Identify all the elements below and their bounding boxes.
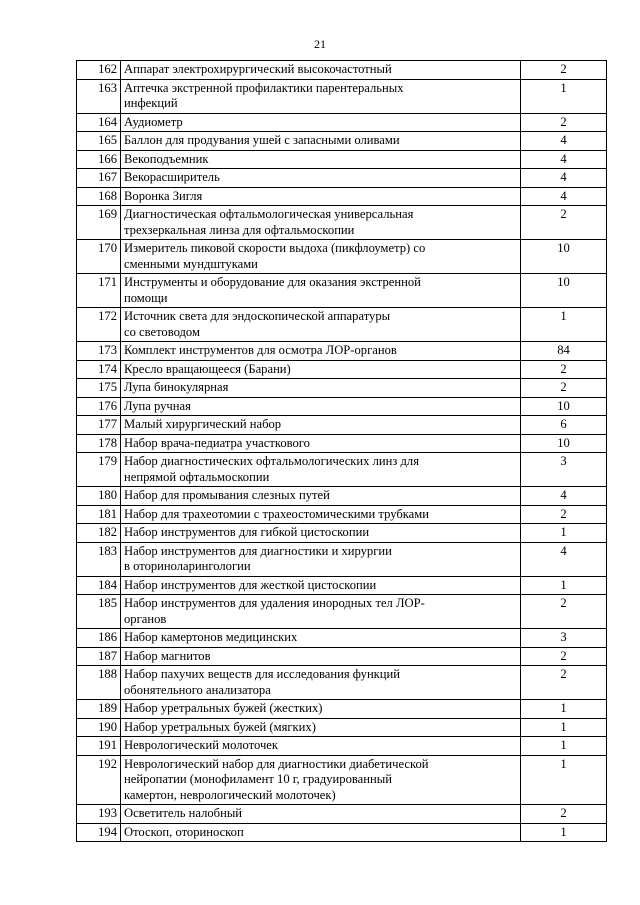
row-number-cell: 194 (77, 823, 121, 842)
quantity-cell: 10 (521, 240, 607, 274)
item-name-cell: Набор камертонов медицинских (121, 629, 521, 648)
table-row (77, 755, 607, 805)
quantity-cell: 1 (521, 576, 607, 595)
quantity-cell: 2 (521, 666, 607, 700)
row-number-cell: 163 (77, 79, 121, 113)
table-row (77, 576, 607, 595)
quantity-cell: 1 (521, 718, 607, 737)
row-number-cell: 189 (77, 700, 121, 719)
quantity-cell: 2 (521, 505, 607, 524)
table-row (77, 542, 607, 576)
row-number-cell: 167 (77, 169, 121, 188)
quantity-cell: 1 (521, 79, 607, 113)
row-number-cell: 188 (77, 666, 121, 700)
quantity-cell: 2 (521, 595, 607, 629)
table-row (77, 524, 607, 543)
item-name-cell: Источник света для эндоскопической аппаратуры со световодом (121, 308, 521, 342)
quantity-cell: 2 (521, 805, 607, 824)
item-name-cell: Диагностическая офтальмологическая универсальная трехзеркальная линза для офтальмоскопии (121, 206, 521, 240)
row-number-cell: 171 (77, 274, 121, 308)
item-name-cell: Неврологический набор для диагностики диабетической нейропатии (монофиламент 10 г, градуированный камертон, неврологический молоточек) (121, 755, 521, 805)
row-number-cell: 191 (77, 737, 121, 756)
item-name-cell: Лупа ручная (121, 397, 521, 416)
equipment-table-body (77, 61, 607, 842)
table-row (77, 397, 607, 416)
row-number-cell: 169 (77, 206, 121, 240)
quantity-cell: 4 (521, 542, 607, 576)
item-name-cell: Малый хирургический набор (121, 416, 521, 435)
item-name-cell: Кресло вращающееся (Барани) (121, 360, 521, 379)
row-number-cell: 164 (77, 113, 121, 132)
row-number-cell: 187 (77, 647, 121, 666)
quantity-cell: 4 (521, 487, 607, 506)
item-name-cell: Набор инструментов для гибкой цистоскопии (121, 524, 521, 543)
row-number-cell: 176 (77, 397, 121, 416)
quantity-cell: 1 (521, 737, 607, 756)
table-row (77, 240, 607, 274)
row-number-cell: 183 (77, 542, 121, 576)
row-number-cell: 175 (77, 379, 121, 398)
row-number-cell: 174 (77, 360, 121, 379)
row-number-cell: 170 (77, 240, 121, 274)
item-name-cell: Инструменты и оборудование для оказания экстренной помощи (121, 274, 521, 308)
quantity-cell: 1 (521, 755, 607, 805)
item-name-cell: Набор инструментов для жесткой цистоскопии (121, 576, 521, 595)
table-row (77, 666, 607, 700)
table-row (77, 595, 607, 629)
quantity-cell: 1 (521, 524, 607, 543)
item-name-cell: Неврологический молоточек (121, 737, 521, 756)
quantity-cell: 1 (521, 308, 607, 342)
row-number-cell: 172 (77, 308, 121, 342)
quantity-cell: 3 (521, 629, 607, 648)
quantity-cell: 4 (521, 150, 607, 169)
item-name-cell: Отоскоп, оториноскоп (121, 823, 521, 842)
page-number: 21 (314, 37, 326, 51)
quantity-cell: 2 (521, 379, 607, 398)
item-name-cell: Лупа бинокулярная (121, 379, 521, 398)
row-number-cell: 177 (77, 416, 121, 435)
quantity-cell: 2 (521, 206, 607, 240)
table-row (77, 647, 607, 666)
table-row (77, 505, 607, 524)
table-row (77, 360, 607, 379)
item-name-cell: Набор для трахеотомии с трахеостомическими трубками (121, 505, 521, 524)
row-number-cell: 186 (77, 629, 121, 648)
table-row (77, 453, 607, 487)
item-name-cell: Набор для промывания слезных путей (121, 487, 521, 506)
item-name-cell: Набор диагностических офтальмологических линз для непрямой офтальмоскопии (121, 453, 521, 487)
quantity-cell: 4 (521, 187, 607, 206)
item-name-cell: Осветитель налобный (121, 805, 521, 824)
quantity-cell: 2 (521, 360, 607, 379)
item-name-cell: Аппарат электрохирургический высокочастотный (121, 61, 521, 80)
quantity-cell: 10 (521, 434, 607, 453)
item-name-cell: Набор инструментов для диагностики и хирургии в оториноларингологии (121, 542, 521, 576)
row-number-cell: 192 (77, 755, 121, 805)
item-name-cell: Измеритель пиковой скорости выдоха (пикфлоуметр) со сменными мундштуками (121, 240, 521, 274)
quantity-cell: 2 (521, 113, 607, 132)
table-row (77, 132, 607, 151)
quantity-cell: 84 (521, 342, 607, 361)
quantity-cell: 10 (521, 397, 607, 416)
item-name-cell: Комплект инструментов для осмотра ЛОР-органов (121, 342, 521, 361)
item-name-cell: Аудиометр (121, 113, 521, 132)
table-row (77, 61, 607, 80)
table-row (77, 379, 607, 398)
row-number-cell: 182 (77, 524, 121, 543)
row-number-cell: 185 (77, 595, 121, 629)
row-number-cell: 165 (77, 132, 121, 151)
quantity-cell: 1 (521, 700, 607, 719)
row-number-cell: 173 (77, 342, 121, 361)
item-name-cell: Набор уретральных бужей (жестких) (121, 700, 521, 719)
table-row (77, 169, 607, 188)
item-name-cell: Векорасширитель (121, 169, 521, 188)
equipment-table (76, 60, 607, 842)
quantity-cell: 4 (521, 169, 607, 188)
item-name-cell: Воронка Зигля (121, 187, 521, 206)
row-number-cell: 180 (77, 487, 121, 506)
row-number-cell: 178 (77, 434, 121, 453)
table-row (77, 113, 607, 132)
row-number-cell: 184 (77, 576, 121, 595)
quantity-cell: 2 (521, 647, 607, 666)
table-row (77, 629, 607, 648)
row-number-cell: 168 (77, 187, 121, 206)
item-name-cell: Набор магнитов (121, 647, 521, 666)
item-name-cell: Набор уретральных бужей (мягких) (121, 718, 521, 737)
item-name-cell: Баллон для продувания ушей с запасными оливами (121, 132, 521, 151)
table-row (77, 150, 607, 169)
table-row (77, 805, 607, 824)
row-number-cell: 181 (77, 505, 121, 524)
row-number-cell: 190 (77, 718, 121, 737)
row-number-cell: 193 (77, 805, 121, 824)
table-row (77, 487, 607, 506)
item-name-cell: Векоподъемник (121, 150, 521, 169)
quantity-cell: 1 (521, 823, 607, 842)
table-row (77, 434, 607, 453)
quantity-cell: 4 (521, 132, 607, 151)
table-row (77, 206, 607, 240)
quantity-cell: 3 (521, 453, 607, 487)
item-name-cell: Набор инструментов для удаления инородных тел ЛОР- органов (121, 595, 521, 629)
quantity-cell: 10 (521, 274, 607, 308)
table-row (77, 823, 607, 842)
item-name-cell: Аптечка экстренной профилактики парентеральных инфекций (121, 79, 521, 113)
table-row (77, 187, 607, 206)
item-name-cell: Набор врача-педиатра участкового (121, 434, 521, 453)
row-number-cell: 166 (77, 150, 121, 169)
item-name-cell: Набор пахучих веществ для исследования функций обонятельного анализатора (121, 666, 521, 700)
table-row (77, 79, 607, 113)
table-row (77, 700, 607, 719)
quantity-cell: 6 (521, 416, 607, 435)
table-row (77, 718, 607, 737)
table-row (77, 416, 607, 435)
table-row (77, 737, 607, 756)
table-row (77, 342, 607, 361)
table-row (77, 274, 607, 308)
row-number-cell: 179 (77, 453, 121, 487)
table-row (77, 308, 607, 342)
quantity-cell: 2 (521, 61, 607, 80)
row-number-cell: 162 (77, 61, 121, 80)
